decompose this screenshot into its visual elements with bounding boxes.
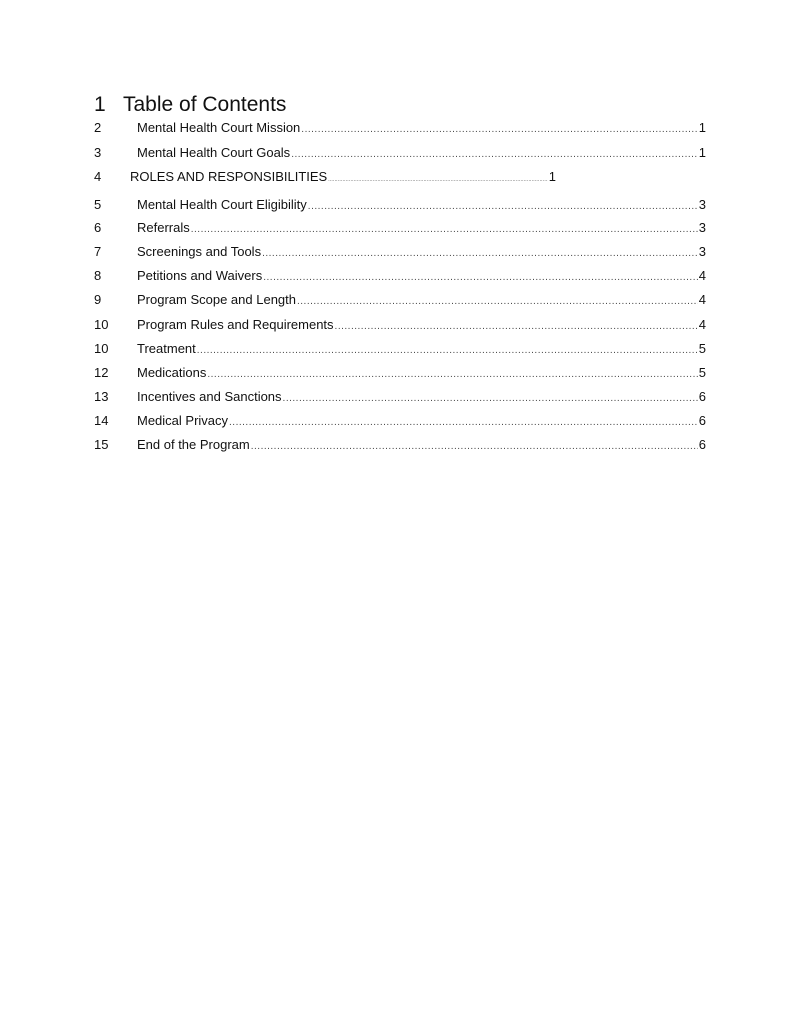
toc-entry-title[interactable]: End of the Program: [137, 437, 250, 452]
toc-page-number: 4: [698, 268, 706, 283]
line-number: 3: [94, 145, 102, 160]
dot-leader: [335, 318, 698, 336]
dot-leader: [251, 438, 698, 456]
dot-leader: [328, 171, 548, 189]
dot-leader: [301, 121, 697, 139]
dot-leader: [262, 245, 698, 263]
toc-entry-title[interactable]: Mental Health Court Goals: [137, 145, 291, 160]
toc-entry-medications[interactable]: [94, 364, 706, 382]
dot-leader: [297, 293, 698, 311]
toc-entry-title[interactable]: Program Scope and Length: [137, 292, 296, 307]
line-number: 14: [94, 413, 109, 428]
toc-entry-title[interactable]: Treatment: [137, 341, 196, 356]
toc-entry-roles[interactable]: [94, 168, 706, 186]
line-number: 13: [94, 389, 109, 404]
toc-page-number: 3: [698, 220, 706, 235]
toc-page-number: 6: [698, 413, 706, 428]
line-number: 7: [94, 244, 102, 259]
toc-page-number: 5: [698, 341, 706, 356]
toc-entry-privacy[interactable]: [94, 412, 706, 430]
dot-leader: [229, 414, 698, 432]
toc-page-number: 3: [698, 244, 706, 259]
toc-entry-scope[interactable]: [94, 291, 706, 309]
toc-entry-eligibility[interactable]: [94, 196, 706, 214]
toc-page-number: 6: [698, 389, 706, 404]
toc-page-number: 1: [698, 120, 706, 135]
toc-entry-title[interactable]: Referrals: [137, 220, 190, 235]
heading-title: Table of Contents: [123, 93, 287, 116]
line-number: 10: [94, 341, 109, 356]
toc-page-number: 1: [548, 169, 556, 184]
toc-page-number: 6: [698, 437, 706, 452]
toc-heading: [94, 92, 286, 118]
dot-leader: [283, 390, 698, 408]
line-number: 4: [94, 169, 102, 184]
toc-entry-title[interactable]: ROLES AND RESPONSIBILITIES: [130, 169, 328, 184]
dot-leader: [197, 342, 698, 360]
line-number: 9: [94, 292, 102, 307]
toc-entry-goals[interactable]: [94, 144, 706, 162]
line-number: 6: [94, 220, 102, 235]
toc-page-number: 3: [698, 197, 706, 212]
toc-entry-title[interactable]: Medical Privacy: [137, 413, 229, 428]
dot-leader: [291, 146, 698, 164]
toc-entry-treatment[interactable]: [94, 340, 706, 358]
toc-entry-title[interactable]: Mental Health Court Mission: [137, 120, 301, 135]
toc-entry-title[interactable]: Program Rules and Requirements: [137, 317, 334, 332]
toc-entry-title[interactable]: Incentives and Sanctions: [137, 389, 282, 404]
toc-page-number: 4: [698, 317, 706, 332]
toc-entry-screenings[interactable]: [94, 243, 706, 261]
toc-entry-end[interactable]: [94, 436, 706, 454]
toc-entry-referrals[interactable]: [94, 219, 706, 237]
toc-entry-title[interactable]: Screenings and Tools: [137, 244, 262, 259]
toc-entry-title[interactable]: Mental Health Court Eligibility: [137, 197, 307, 212]
toc-page-number: 1: [698, 145, 706, 160]
toc-entry-title[interactable]: Petitions and Waivers: [137, 268, 263, 283]
dot-leader: [191, 221, 698, 239]
line-number: 10: [94, 317, 109, 332]
toc-entry-rules[interactable]: [94, 316, 706, 334]
line-number: 2: [94, 120, 102, 135]
dot-leader: [308, 198, 698, 216]
dot-leader: [263, 269, 698, 287]
line-number: 12: [94, 365, 109, 380]
toc-page-number: 5: [698, 365, 706, 380]
toc-page-number: 4: [698, 292, 706, 307]
line-number: 8: [94, 268, 102, 283]
heading-line-number: 1: [94, 93, 106, 116]
line-number: 5: [94, 197, 102, 212]
line-number: 15: [94, 437, 109, 452]
dot-leader: [207, 366, 697, 384]
toc-entry-petitions[interactable]: [94, 267, 706, 285]
toc-entry-incentives[interactable]: [94, 388, 706, 406]
toc-entry-mission[interactable]: [94, 119, 706, 137]
toc-entry-title[interactable]: Medications: [137, 365, 207, 380]
